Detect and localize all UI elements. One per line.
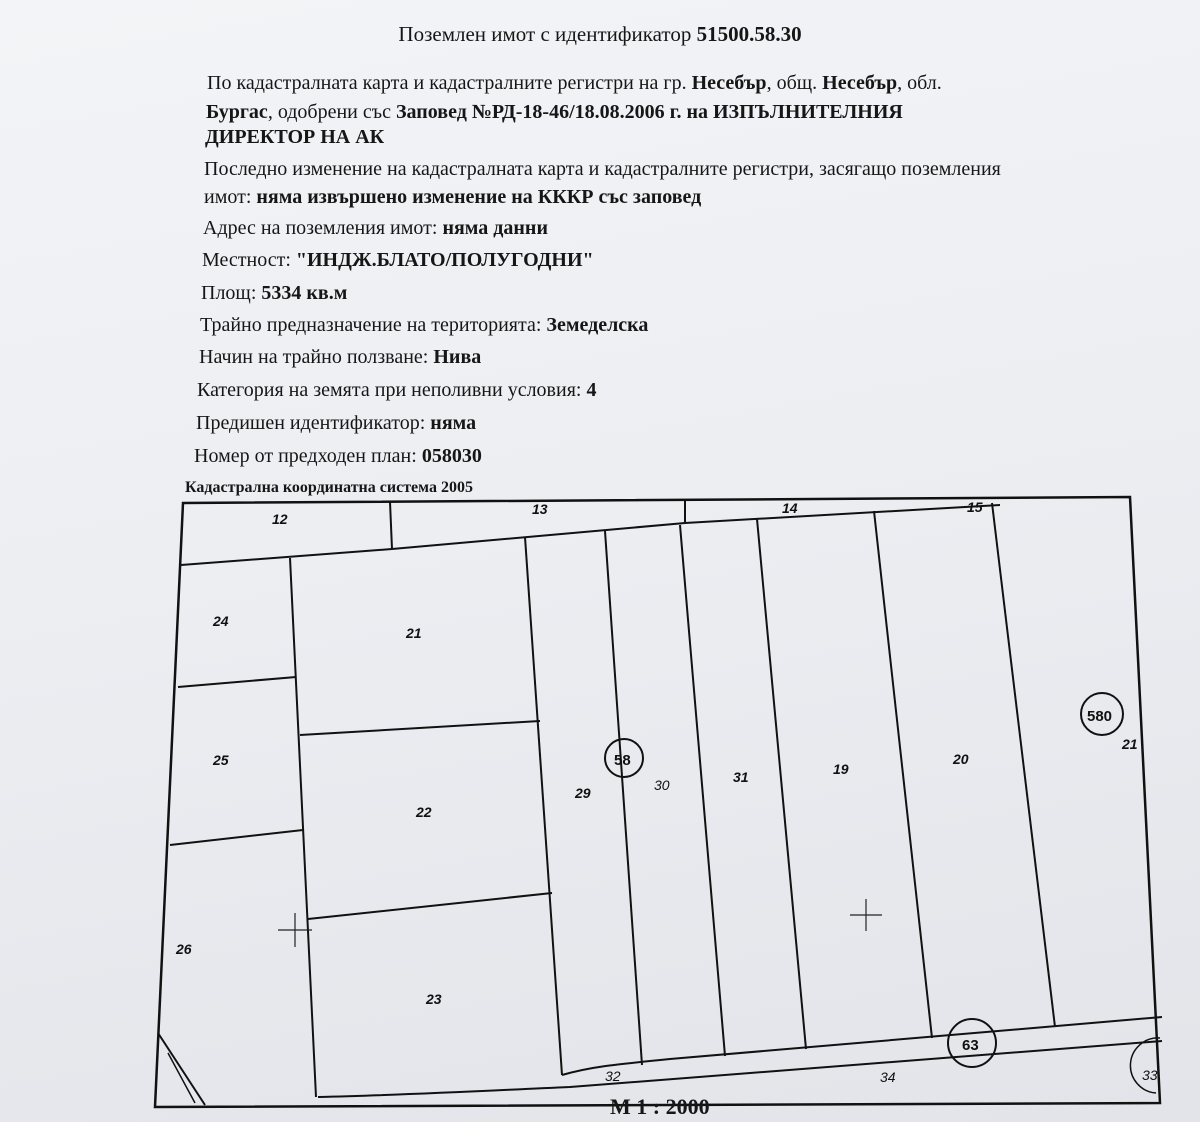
boundary <box>992 503 1055 1027</box>
coordinate-system-label: Кадастрална координатна система 2005 <box>185 479 473 496</box>
boundary <box>290 558 316 1097</box>
line-locality: Местност: "ИНДЖ.БЛАТО/ПОЛУГОДНИ" <box>202 249 594 271</box>
document-title <box>0 22 1200 47</box>
map-frame <box>155 497 1160 1107</box>
road-label: 33 <box>1142 1067 1158 1083</box>
line-previous-id: Предишен идентификатор: няма <box>196 412 477 434</box>
line-usage: Начин на трайно ползване: Нива <box>199 346 482 368</box>
boundary <box>680 525 725 1056</box>
line-approval-order: Бургас, одобрени със Заповед №РД-18-46/18.08.2006 г. на ИЗПЪЛНИТЕЛНИЯ <box>206 101 903 123</box>
boundary <box>874 511 932 1038</box>
title-prefix: Поземлен имот с идентификатор <box>398 22 692 46</box>
line-last-change: Последно изменение на кадастралната карта и кадастралните регистри, засягащо поземления <box>204 158 1001 180</box>
parcel-label: 14 <box>782 500 798 516</box>
road-label: 34 <box>880 1069 896 1085</box>
parcel-label: 31 <box>733 769 749 785</box>
parcel-label: 19 <box>833 761 849 777</box>
line-land-category: Категория на земята при неполивни условия: 4 <box>197 379 597 401</box>
parcel-label: 21 <box>1122 736 1138 752</box>
boundary <box>178 677 296 687</box>
parcel-label: 12 <box>272 511 288 527</box>
boundary <box>168 1053 195 1103</box>
cross-marker <box>850 899 882 931</box>
boundary <box>390 502 392 549</box>
parcel-label: 22 <box>416 804 432 820</box>
boundary <box>170 830 303 845</box>
boundary <box>392 523 685 549</box>
property-identifier: 51500.58.30 <box>696 22 802 46</box>
boundary <box>300 721 540 735</box>
circled-label: 58 <box>614 752 631 769</box>
line-purpose: Трайно предназначение на територията: Земеделска <box>200 314 649 336</box>
line-cadastral-map: По кадастралната карта и кадастралните регистри на гр. Несебър, общ. Несебър, обл. <box>207 72 942 94</box>
parcel-label: 21 <box>406 625 422 641</box>
parcel-label: 15 <box>967 499 983 515</box>
road-curve <box>1130 1038 1160 1093</box>
boundary <box>158 1033 205 1105</box>
boundary <box>308 893 552 919</box>
parcel-label: 13 <box>532 501 548 517</box>
boundary <box>685 505 1000 523</box>
line-property-change: имот: няма извършено изменение на КККР със заповед <box>204 186 702 208</box>
boundary <box>525 537 562 1075</box>
map-scale: М 1 : 2000 <box>610 1094 710 1119</box>
parcel-label: 26 <box>176 941 192 957</box>
boundary <box>605 531 642 1065</box>
line-address: Адрес на поземления имот: няма данни <box>203 217 548 239</box>
road-label: 32 <box>605 1068 621 1084</box>
parcel-label: 25 <box>213 752 229 768</box>
parcel-label: 24 <box>213 613 229 629</box>
boundary <box>757 519 806 1049</box>
circled-label: 580 <box>1087 708 1113 725</box>
boundary <box>181 549 392 565</box>
road-boundary <box>562 1017 1162 1075</box>
line-director: ДИРЕКТОР НА АК <box>205 126 385 148</box>
parcel-label: 23 <box>426 991 442 1007</box>
parcel-label: 20 <box>953 751 969 767</box>
cadastral-map <box>150 493 1170 1113</box>
parcel-label-current: 30 <box>654 777 670 793</box>
parcel-label: 29 <box>575 785 591 801</box>
line-area: Площ: 5334 кв.м <box>201 282 348 304</box>
road-boundary <box>318 1041 1162 1097</box>
line-previous-plan-number: Номер от предходен план: 058030 <box>194 445 482 467</box>
circled-label: 63 <box>962 1037 979 1054</box>
